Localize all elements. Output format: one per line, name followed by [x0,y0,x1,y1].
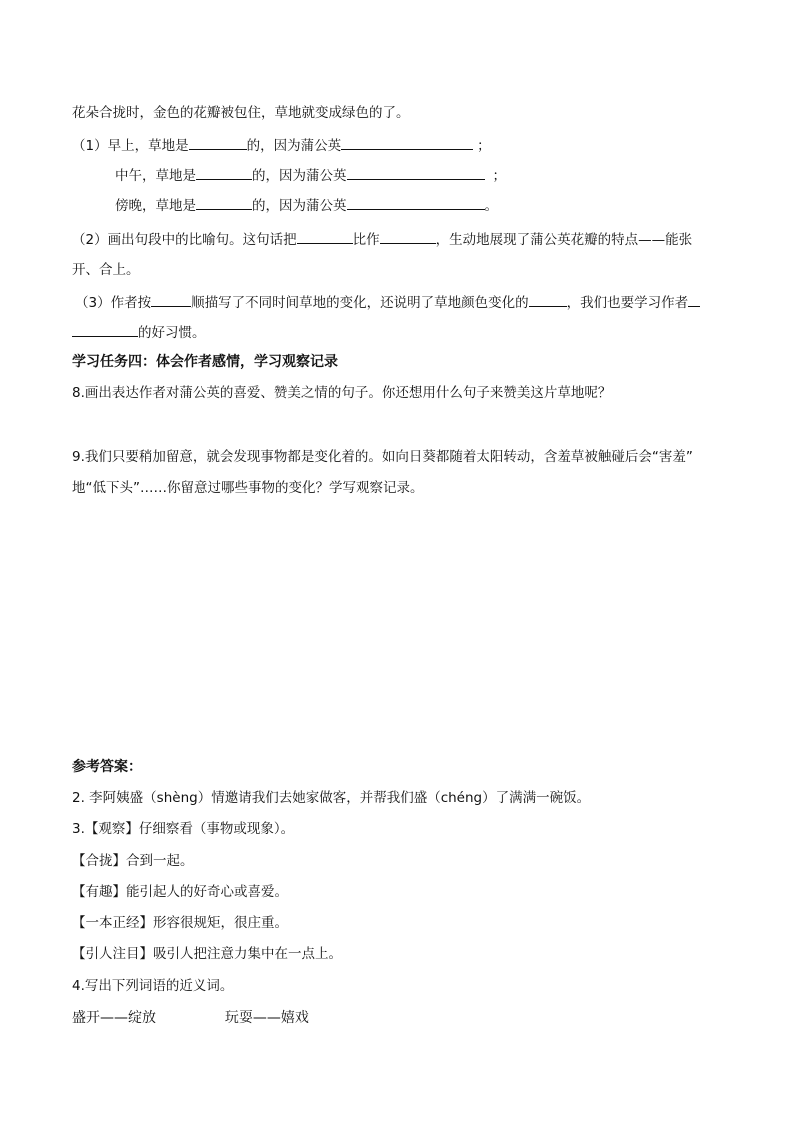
answer-blank[interactable] [380,229,436,244]
punctuation: ； [492,168,506,184]
prompt-text: 顺描写了不同时间草地的变化，还说明了草地颜色变化的 [191,295,529,311]
question-3-cont [72,322,206,343]
text-line [72,103,410,123]
question-1-noon [115,165,506,186]
answer-blank[interactable] [347,165,485,180]
question-1-morning [72,135,491,156]
answer-3e [72,944,342,964]
answer-blank[interactable] [688,292,700,307]
heading-text: 学习任务四：体会作者感情，学习观察记录 [72,354,338,370]
prompt-text: 的好习惯。 [138,325,206,341]
heading-text: 参考答案： [72,759,142,775]
answer-blank[interactable] [196,195,252,210]
synonym-pair: 盛开——绽放 [72,1010,156,1026]
answer-3d [72,913,288,933]
answer-text: 2. 李阿姨盛（shèng）情邀请我们去她家做客，并帮我们盛（chéng）了满满一碗饭。 [72,790,591,806]
answer-3c [72,882,288,902]
answer-text: 【引人注目】吸引人把注意力集中在一点上。 [72,946,342,962]
prompt-text: 的，因为蒲公英 [252,198,347,214]
answer-heading [72,757,142,777]
answer-3 [72,819,294,839]
prompt-text: 的，因为蒲公英 [246,138,342,154]
prompt-text: 8.画出表达作者对蒲公英的喜爱、赞美之情的句子。你还想用什么句子来赞美这片草地呢？ [72,385,612,401]
question-2-cont [72,260,140,280]
answer-text: 【有趣】能引起人的好奇心或喜爱。 [72,884,288,900]
prompt-text: ，生动地展现了蒲公英花瓣的特点——能张 [435,232,693,248]
paragraph-text: 花朵合拢时，金色的花瓣被包住，草地就变成绿色的了。 [72,105,410,121]
prompt-text: 的，因为蒲公英 [252,168,347,184]
answer-blank[interactable] [196,165,252,180]
answer-blank[interactable] [529,292,567,307]
punctuation: 。 [484,198,498,214]
answer-blank[interactable] [297,229,353,244]
question-3 [75,292,700,313]
answer-blank[interactable] [341,135,473,150]
question-9 [72,447,693,467]
prompt-text: 比作 [352,232,380,248]
prompt-text: （3）作者按 [75,295,152,311]
punctuation: ； [477,138,491,154]
answer-blank[interactable] [347,195,485,210]
synonym-pair: 玩耍——嬉戏 [224,1010,309,1026]
prompt-text: 傍晚，草地是 [115,198,196,214]
question-8 [72,383,611,403]
answer-blank[interactable] [189,135,247,150]
question-9-cont [72,478,424,498]
answer-4-pairs [72,1008,309,1028]
prompt-text: 开、合上。 [72,262,140,278]
prompt-text: （1）早上，草地是 [72,138,189,154]
prompt-text: 地“低下头”……你留意过哪些事物的变化？学写观察记录。 [72,480,424,496]
answer-2 [72,788,590,808]
prompt-text: 9.我们只要稍加留意，就会发现事物都是变化着的。如向日葵都随着太阳转动，含羞草被触碰后会“害羞” [72,449,693,465]
prompt-text: （2）画出句段中的比喻句。这句话把 [72,232,297,248]
answer-blank[interactable] [151,292,191,307]
prompt-text: ，我们也要学习作者 [566,295,689,311]
answer-blank[interactable] [72,322,138,337]
answer-text: 4.写出下列词语的近义词。 [72,978,234,994]
prompt-text: 中午，草地是 [115,168,196,184]
question-2 [72,229,692,250]
answer-3b [72,851,194,871]
answer-text: 【一本正经】形容很规矩，很庄重。 [72,915,288,931]
section-heading [72,352,338,372]
answer-text: 3.【观察】仔细察看（事物或现象）。 [72,821,295,837]
answer-text: 【合拢】合到一起。 [72,853,194,869]
question-1-evening [115,195,498,216]
answer-4 [72,976,233,996]
